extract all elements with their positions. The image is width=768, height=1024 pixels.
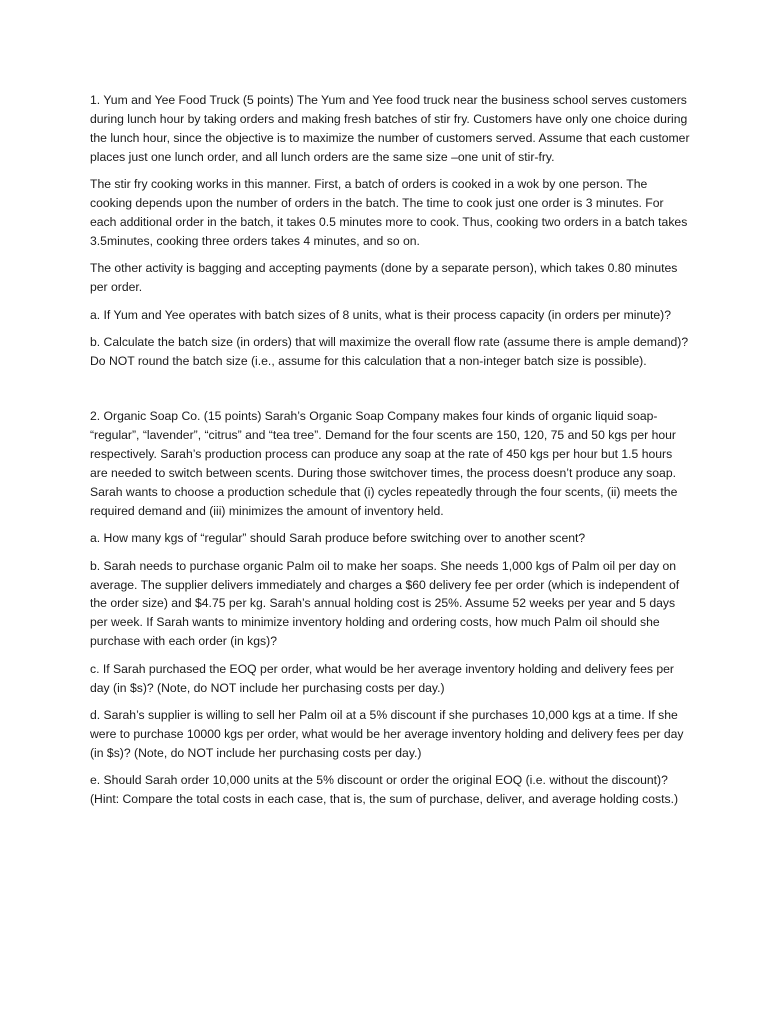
q1-intro: 1. Yum and Yee Food Truck (5 points) The Yum and Yee food truck near the business school serves customers during lunch hour by taking orders and making fresh batches of stir fry. Customers have only one choice during the lunch hour, since the objective is to maximize the number of customers served. Assume that each customer places just one lunch order, and all lunch orders are the same size –one unit of stir-fry. (90, 93, 690, 164)
section-spacer (90, 379, 690, 407)
q1-cooking-description: The stir fry cooking works in this manner. First, a batch of orders is cooked in a wok by one person. The cooking depends upon the number of orders in the batch. The time to cook just one order is 3 minutes. For each additional order in the batch, it takes 0.5 minutes more to cook. Thus, cooking two orders in a batch takes 3.5minutes, cooking three orders takes 4 minutes, and so on. (90, 177, 688, 248)
q2-part-e: e. Should Sarah order 10,000 units at the 5% discount or order the original EOQ (i.e. without the discount)? (Hint: Compare the total costs in each case, that is, the sum of purchase, deliver, and average holding costs.) (90, 773, 679, 807)
q1-bagging-description: The other activity is bagging and accepting payments (done by a separate person), which takes 0.80 minutes per order. (90, 261, 678, 295)
q2-part-c: c. If Sarah purchased the EOQ per order, what would be her average inventory holding and delivery fees per day (in $s)? (Note, do NOT include her purchasing costs per day.) (90, 661, 674, 695)
q2-part-b: b. Sarah needs to purchase organic Palm oil to make her soaps. She needs 1,000 kgs of Palm oil per day on average. The supplier delivers immediately and charges a $60 delivery fee per order (which is independent of the order size) and $4.75 per kg. Sarah’s annual holding cost is 25%. Assume 52 weeks per year and 5 days per week. If Sarah wants to minimize inventory holding and ordering costs, how much Palm oil should she purchase with each order (in kgs)? (90, 558, 680, 649)
q1-part-b: b. Calculate the batch size (in orders) that will maximize the overall flow rate (assume there is ample demand)? Do NOT round the batch size (i.e., assume for this calculation that a non-integer batch size is possible). (90, 334, 689, 368)
question-1 (90, 91, 690, 371)
document-page (90, 91, 690, 818)
question-2 (90, 407, 690, 809)
q2-part-a: a. How many kgs of “regular” should Sarah produce before switching over to another scent? (90, 531, 586, 546)
q2-part-d: d. Sarah’s supplier is willing to sell her Palm oil at a 5% discount if she purchases 10,000 kgs at a time. If she were to purchase 10000 kgs per order, what would be her average inventory holding and delivery fees per day (in $s)? (Note, do NOT include her purchasing costs per day.) (90, 707, 684, 760)
q2-intro: 2. Organic Soap Co. (15 points) Sarah’s Organic Soap Company makes four kinds of organic liquid soap- “regular”, “lavender”, “citrus” and “tea tree”. Demand for the four scents are 150, 120, 75 and 50 kgs per hour respectively. Sarah’s production process can produce any soap at the rate of 450 kgs per hour but 1.5 hours are needed to switch between scents. During those switchover times, the process doesn’t produce any soap. Sarah wants to choose a production schedule that (i) cycles repeatedly through the four scents, (ii) meets the required demand and (iii) minimizes the amount of inventory held. (90, 409, 678, 518)
q1-part-a: a. If Yum and Yee operates with batch sizes of 8 units, what is their process capacity (in orders per minute)? (90, 307, 672, 322)
